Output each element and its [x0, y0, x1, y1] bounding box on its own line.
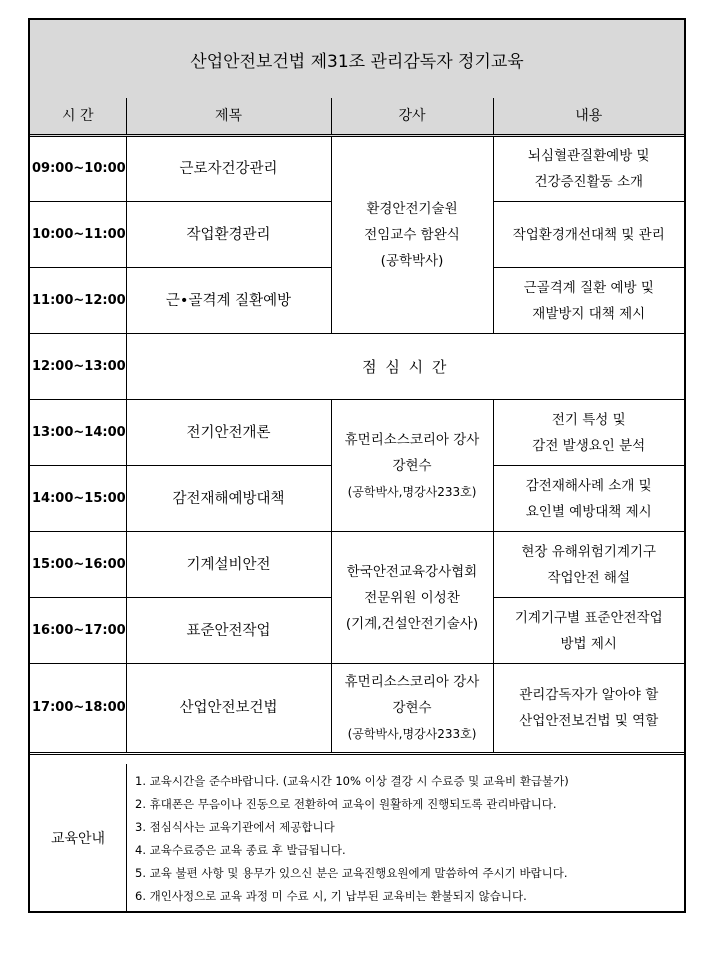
session-time: 11:00~12:00: [30, 268, 126, 334]
header-subject: 제목: [126, 98, 331, 136]
instructor-line: (공학박사,명강사233호): [347, 727, 477, 741]
session-content: [493, 268, 684, 334]
content-line: 기계기구별 표준안전작업: [514, 609, 663, 626]
instructor-line: 환경안전기술원: [366, 201, 458, 217]
notice-item: 3. 점심식사는 교육기관에서 제공합니다: [135, 820, 335, 834]
session-time: 12:00~13:00: [30, 334, 126, 400]
notice-item: 4. 교육수료증은 교육 종료 후 발급됩니다.: [135, 843, 346, 857]
instructor-line: 강현수: [392, 457, 432, 474]
instructor-line: 강현수: [392, 700, 432, 716]
notice-section: [30, 764, 684, 911]
session-subject: 근로자건강관리: [126, 136, 331, 202]
session-content: [493, 466, 684, 532]
table-row: [30, 532, 684, 598]
lunch-break: 점 심 시 간: [126, 334, 684, 400]
header-content: 내용: [493, 98, 684, 136]
session-time: 14:00~15:00: [30, 466, 126, 532]
notice-item: 1. 교육시간을 준수바랍니다. (교육시간 10% 이상 결강 시 수료증 및 교육비 환급불가): [135, 774, 569, 788]
session-subject: 작업환경관리: [126, 202, 331, 268]
content-line: 감전 발생요인 분석: [532, 437, 646, 454]
content-line: 관리감독자가 알아야 할: [519, 687, 659, 703]
session-time: 10:00~11:00: [30, 202, 126, 268]
schedule-document: [28, 18, 686, 913]
session-subject: 산업안전보건법: [126, 664, 331, 754]
header-time: 시 간: [30, 98, 126, 136]
session-subject: 감전재해예방대책: [126, 466, 331, 532]
notice-item: 2. 휴대폰은 무음이나 진동으로 전환하여 교육이 원활하게 진행되도록 관리바랍니다.: [135, 797, 557, 811]
table-row-lunch: [30, 334, 684, 400]
session-instructor: [331, 664, 493, 754]
content-line: 작업안전 해설: [547, 569, 631, 586]
content-line: 작업환경개선대책 및 관리: [512, 226, 665, 243]
session-time: 16:00~17:00: [30, 598, 126, 664]
session-time: 13:00~14:00: [30, 400, 126, 466]
session-time: 15:00~16:00: [30, 532, 126, 598]
content-line: 현장 유해위험기계기구: [521, 543, 657, 560]
table-row: [30, 664, 684, 754]
instructor-line: (기계,건설안전기술사): [345, 615, 479, 632]
session-content: [493, 598, 684, 664]
table-row: [30, 400, 684, 466]
session-instructor: [331, 532, 493, 664]
instructor-line: 휴먼리소스코리아 강사: [344, 674, 480, 690]
session-content: [493, 664, 684, 754]
session-content: [493, 532, 684, 598]
notice-item: 6. 개인사정으로 교육 과정 미 수료 시, 기 납부된 교육비는 환불되지 않습니다.: [135, 889, 527, 903]
instructor-line: 전문위원 이성찬: [364, 589, 460, 606]
session-content: [493, 202, 684, 268]
content-line: 뇌심혈관질환예방 및: [527, 148, 650, 164]
instructor-line: (공학박사): [380, 253, 444, 269]
session-content: [493, 400, 684, 466]
content-line: 산업안전보건법 및 역할: [519, 713, 659, 729]
notice-list: [127, 764, 684, 911]
content-line: 근골격계 질환 예방 및: [523, 279, 654, 296]
session-time: 09:00~10:00: [30, 136, 126, 202]
content-line: 건강증진활동 소개: [534, 174, 644, 190]
content-line: 방법 제시: [560, 635, 617, 652]
session-content: [493, 136, 684, 202]
instructor-line: 휴먼리소스코리아 강사: [344, 431, 480, 448]
header-instructor: 강사: [331, 98, 493, 136]
content-line: 감전재해사례 소개 및: [525, 477, 652, 494]
content-line: 전기 특성 및: [551, 411, 626, 428]
session-time: 17:00~18:00: [30, 664, 126, 754]
session-subject: 전기안전개론: [126, 400, 331, 466]
schedule-table: [30, 98, 684, 755]
notice-item: 5. 교육 불편 사항 및 용무가 있으신 분은 교육진행요원에게 말씀하여 주시기 바랍니다.: [135, 866, 568, 880]
table-row: [30, 136, 684, 202]
session-instructor: [331, 400, 493, 532]
content-line: 재발방지 대책 제시: [532, 305, 646, 322]
instructor-line: 전임교수 함완식: [364, 227, 460, 243]
session-subject: 기계설비안전: [126, 532, 331, 598]
session-instructor: [331, 136, 493, 334]
session-subject: 표준안전작업: [126, 598, 331, 664]
content-line: 요인별 예방대책 제시: [525, 503, 652, 520]
instructor-line: (공학박사,명강사233호): [347, 484, 477, 499]
session-subject: 근•골격계 질환예방: [126, 268, 331, 334]
notice-label: 교육안내: [30, 764, 127, 911]
instructor-line: 한국안전교육강사협회: [346, 563, 478, 580]
document-title: 산업안전보건법 제31조 관리감독자 정기교육: [30, 20, 684, 100]
table-header-row: [30, 98, 684, 136]
